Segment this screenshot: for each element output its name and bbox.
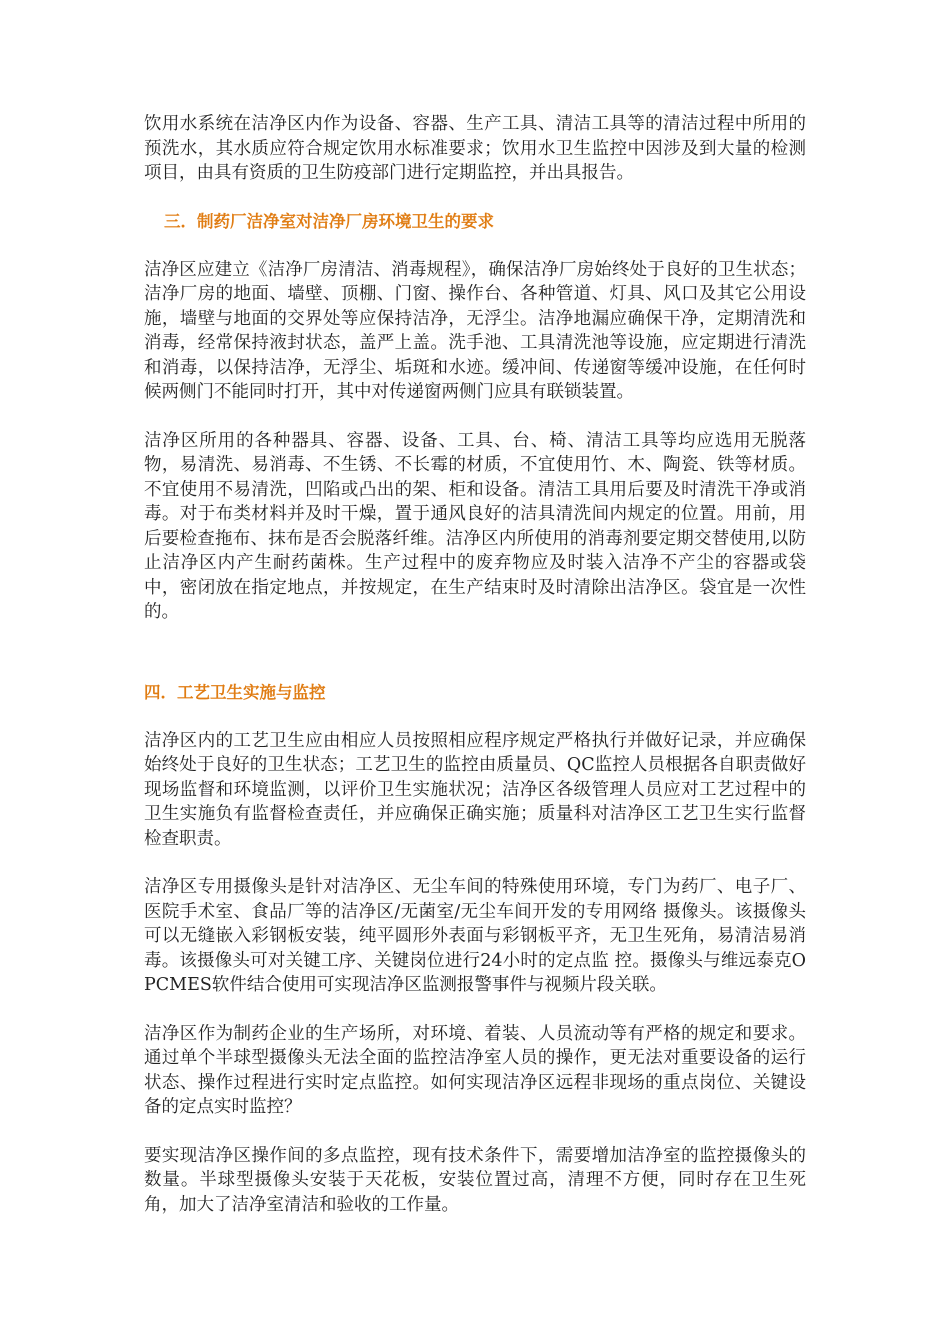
section-heading-3: 三．制药厂洁净室对洁净厂房环境卫生的要求 — [164, 211, 494, 231]
paragraph-process-hygiene: 洁净区内的工艺卫生应由相应人员按照相应程序规定严格执行并做好记录，并应确保始终处于良好的卫生状态；工艺卫生的监控由质量员、QC监控人员根据各自职责做好现场监督和环境监测，以评价卫生实施状况；洁净区各级管理人员应对工艺过程中的卫生实施负有监督检查责任，并应确保正确实施；质量科对洁净区工艺卫生实行监督检查职责。 — [144, 730, 806, 849]
paragraph-cleanroom-tools: 洁净区所用的各种器具、容器、设备、工具、台、椅、清洁工具等均应选用无脱落物，易清洗、易消毒、不生锈、不长霉的材质，不宜使用竹、木、陶瓷、铁等材质。不宜使用不易清洗，凹陷或凸出的架、柜和设备。清洁工具用后要及时清洗干净或消毒。对于布类材料并及时干燥，置于通风良好的洁具清洗间内规定的位置。用前，用后要检查拖布、抹布是否会脱落纤维。洁净区内所使用的消毒剂要定期交替使用,以防止洁净区内产生耐药菌株。生产过程中的废弃物应及时装入洁净不产尘的容器或袋中，密闭放在指定地点，并按规定，在生产结束时及时清除出洁净区。袋宜是一次性的。 — [144, 430, 806, 622]
paragraph-monitoring-question: 洁净区作为制药企业的生产场所，对环境、着装、人员流动等有严格的规定和要求。通过单个半球型摄像头无法全面的监控洁净室人员的操作，更无法对重要设备的运行状态、操作过程进行实时定点监控。如何实现洁净区远程非现场的重点岗位、关键设备的定点实时监控？ — [144, 1023, 806, 1117]
paragraph-cleanroom-camera: 洁净区专用摄像头是针对洁净区、无尘车间的特殊使用环境，专门为药厂、电子厂、医院手术室、食品厂等的洁净区/无菌室/无尘车间开发的专用网络 摄像头。该摄像头可以无缝嵌入彩钢板安装，纯平圆形外表面与彩钢板平齐，无卫生死角，易清洁易消毒。该摄像头可对关键工序、关键岗位进行24小时的定点监 控。摄像头与维远泰克OPCMES软件结合使用可实现洁净区监测报警事件与视频片段关联。 — [144, 877, 806, 995]
paragraph-multipoint-monitoring: 要实现洁净区操作间的多点监控，现有技术条件下，需要增加洁净室的监控摄像头的数量。半球型摄像头安装于天花板，安装位置过高，清理不方便，同时存在卫生死角，加大了洁净室清洁和验收的工作量。 — [144, 1145, 806, 1215]
section-heading-4: 四．工艺卫生实施与监控 — [144, 682, 326, 702]
paragraph-cleanroom-sanitation: 洁净区应建立《洁净厂房清洁、消毒规程》，确保洁净厂房始终处于良好的卫生状态；洁净厂房的地面、墙壁、顶棚、门窗、操作台、各种管道、灯具、风口及其它公用设施，墙壁与地面的交界处等应保持洁净，无浮尘。洁净地漏应确保干净，定期清洗和消毒，经常保持液封状态，盖严上盖。洗手池、工具清洗池等设施，应定期进行清洗和消毒，以保持洁净，无浮尘、垢斑和水迹。缓冲间、传递窗等缓冲设施，在任何时候两侧门不能同时打开，其中对传递窗两侧门应具有联锁装置。 — [144, 259, 806, 402]
document-body — [144, 112, 806, 1241]
paragraph-drinking-water: 饮用水系统在洁净区内作为设备、容器、生产工具、清洁工具等的清洁过程中所用的预洗水，其水质应符合规定饮用水标准要求；饮用水卫生监控中因涉及到大量的检测项目，由具有资质的卫生防疫部门进行定期监控，并出具报告。 — [144, 114, 806, 183]
